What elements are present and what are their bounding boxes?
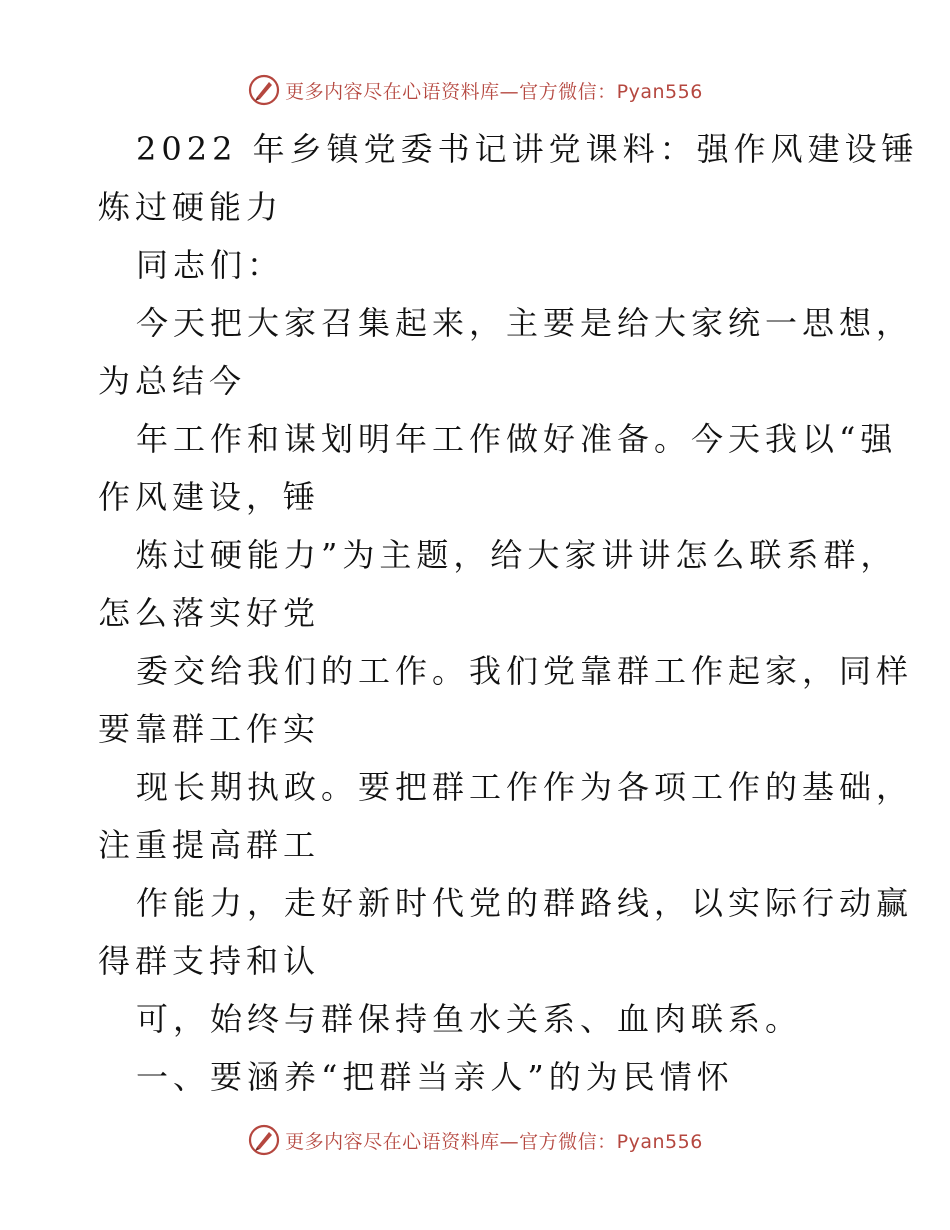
pen-nib-logo-icon	[247, 1123, 281, 1157]
paragraph-line: 注重提高群工	[98, 826, 321, 864]
salutation: 同志们：	[136, 246, 285, 284]
section-heading: 一、要涵养“把群当亲人”的为民情怀	[136, 1058, 734, 1096]
paragraph-line: 作能力，走好新时代党的群路线，以实际行动赢	[136, 884, 914, 922]
paragraph-line: 为总结今	[98, 362, 247, 400]
paragraph-line: 作风建设，锤	[98, 478, 321, 516]
paragraph-line: 得群支持和认	[98, 942, 321, 980]
paragraph-line: 今天把大家召集起来，主要是给大家统一思想，	[136, 304, 914, 342]
paragraph-line: 委交给我们的工作。我们党靠群工作起家，同样	[136, 652, 914, 690]
document-body	[98, 120, 919, 1106]
paragraph-line: 年工作和谋划明年工作做好准备。今天我以“强	[136, 420, 898, 458]
paragraph-line: 要靠群工作实	[98, 710, 321, 748]
pen-nib-logo-icon	[247, 73, 281, 107]
paragraph-line: 可，始终与群保持鱼水关系、血肉联系。	[136, 1000, 803, 1038]
footer-banner	[0, 1120, 950, 1160]
footer-banner-text: 更多内容尽在心语资料库—官方微信：Pyan556	[285, 1130, 703, 1153]
title-line-2: 炼过硬能力	[98, 188, 284, 226]
paragraph-line: 现长期执政。要把群工作作为各项工作的基础，	[136, 768, 914, 806]
title-line-1: 2022 年乡镇党委书记讲党课料：强作风建设锤	[136, 130, 919, 168]
header-banner	[0, 70, 950, 110]
paragraph-line: 炼过硬能力”为主题，给大家讲讲怎么联系群，	[136, 536, 898, 574]
header-banner-text: 更多内容尽在心语资料库—官方微信：Pyan556	[285, 80, 703, 103]
paragraph-line: 怎么落实好党	[98, 594, 321, 632]
